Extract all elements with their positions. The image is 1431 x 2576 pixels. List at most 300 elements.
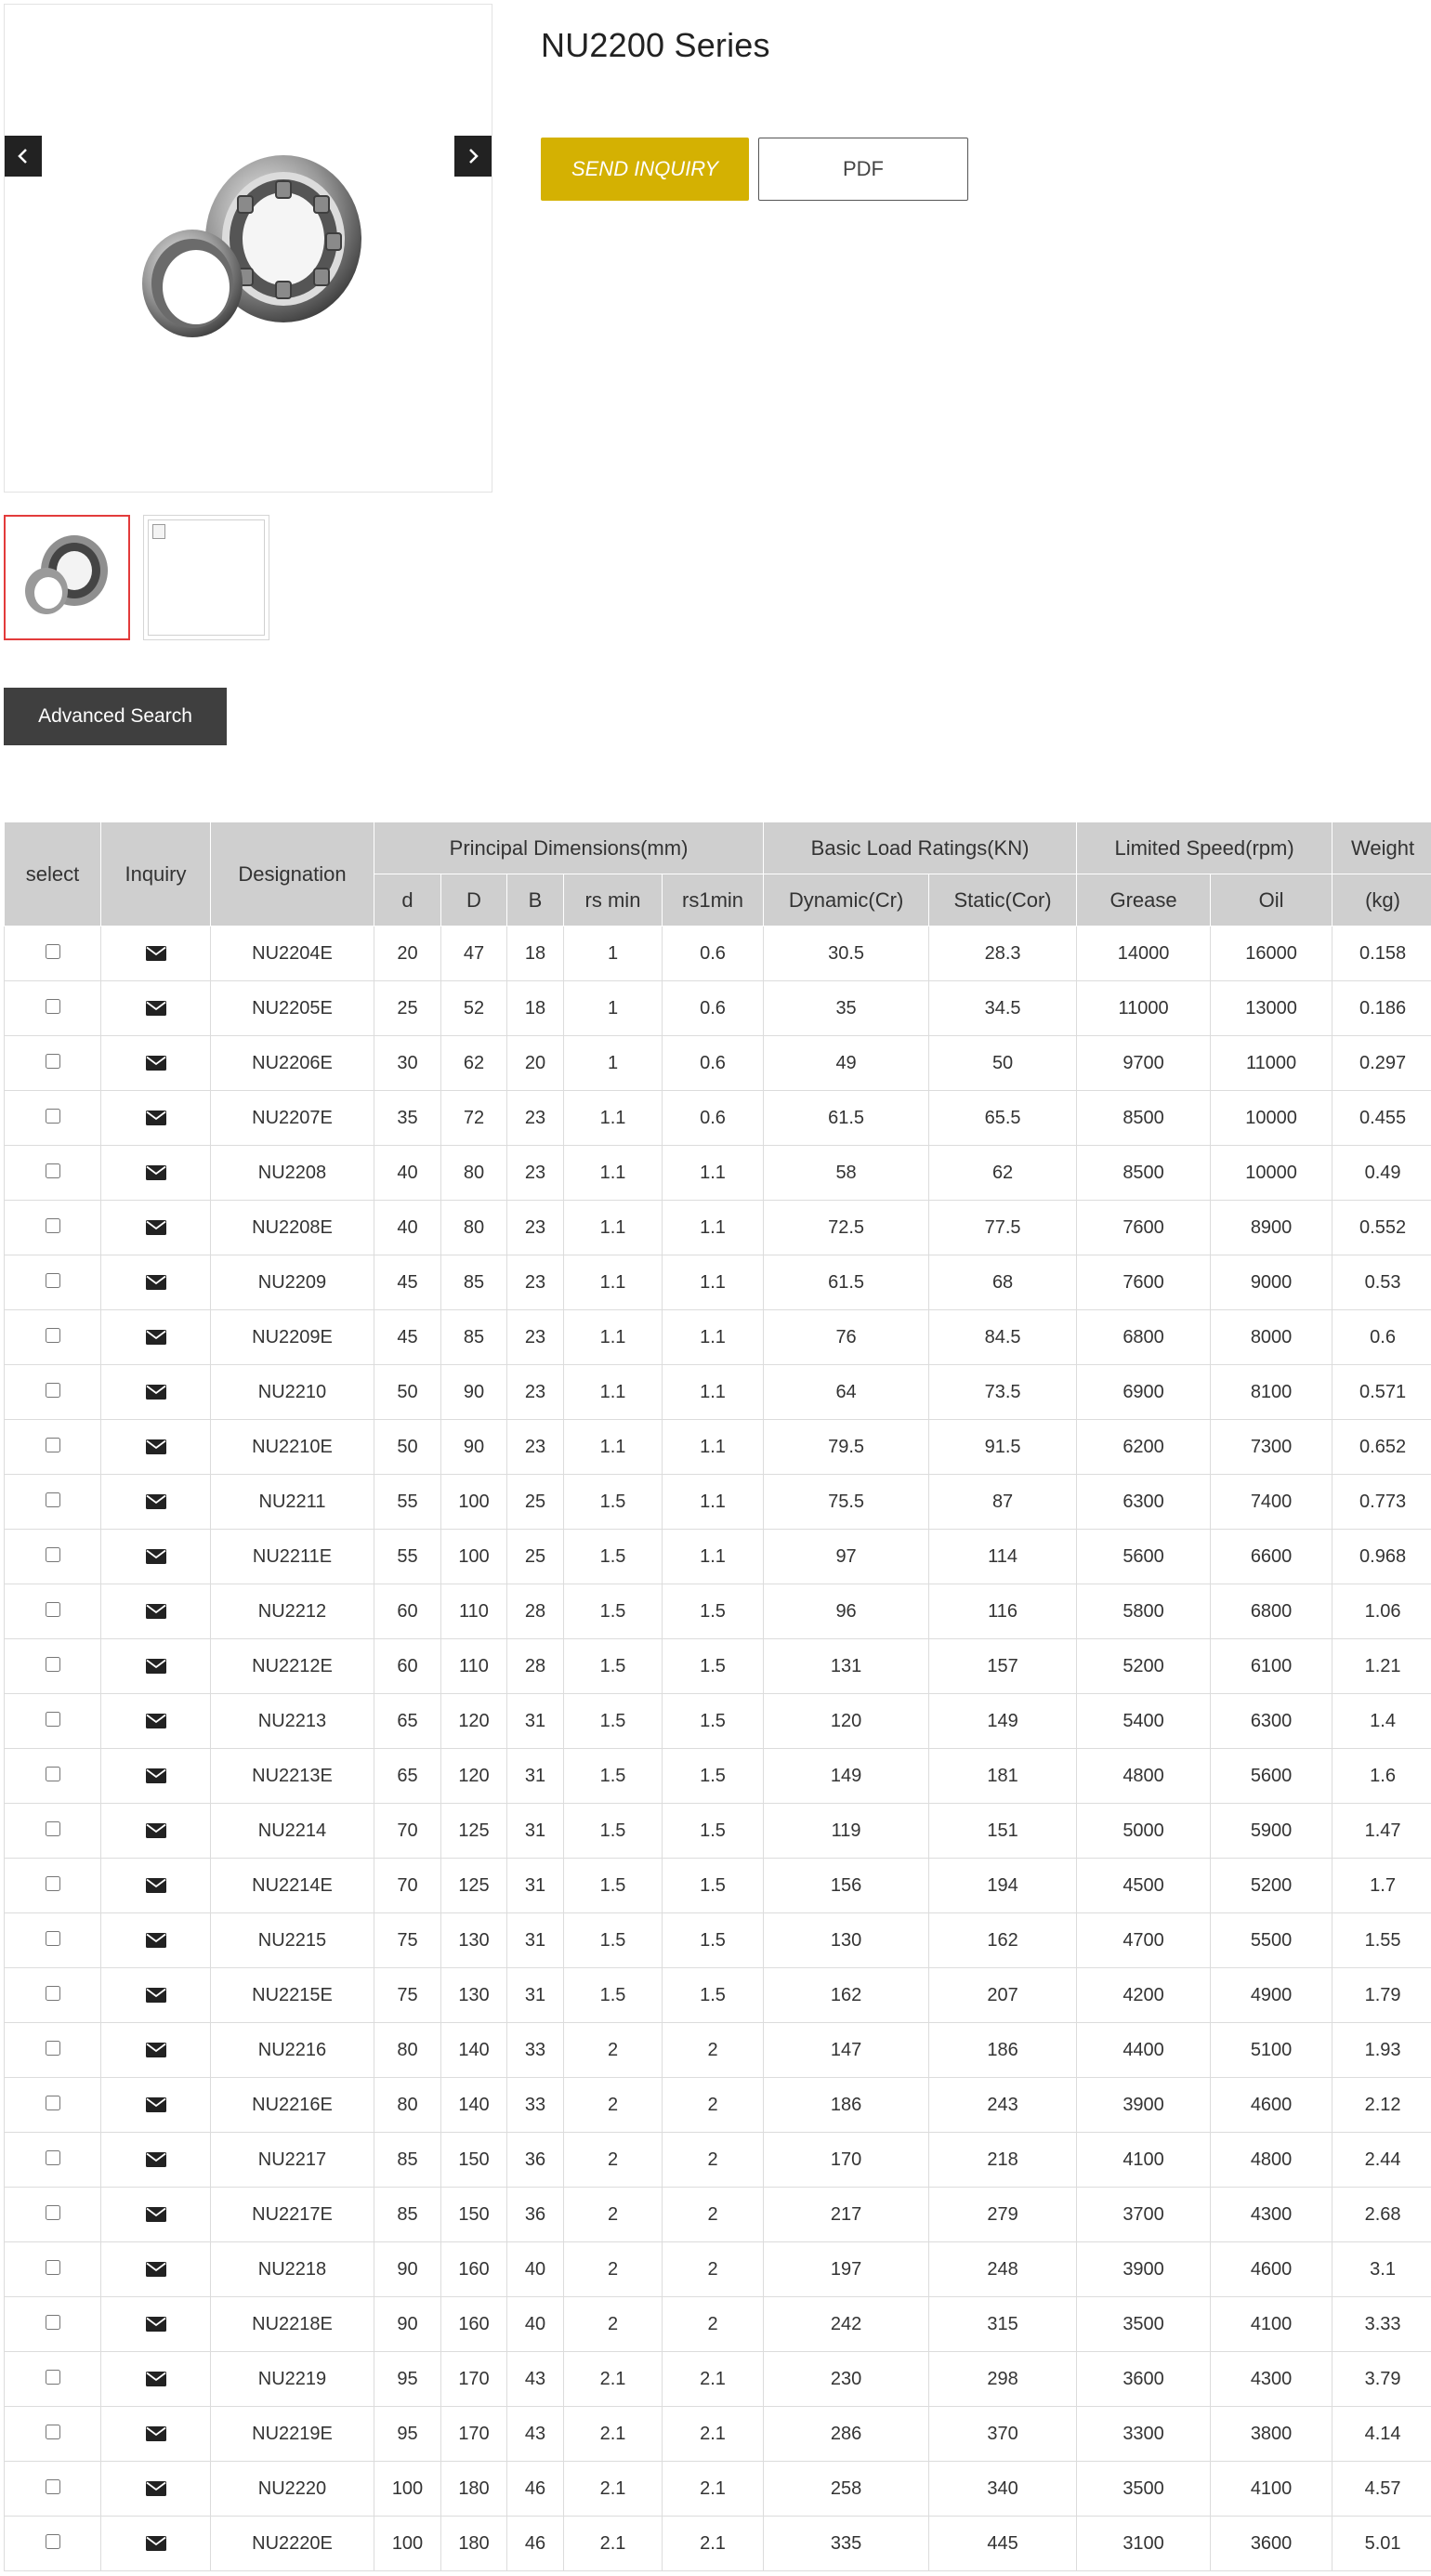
row-select-checkbox[interactable] [46,1383,60,1398]
cell-rs-min: 2.1 [564,2407,663,2462]
cell-oil-speed: 6300 [1211,1694,1333,1749]
cell-B: 43 [507,2407,564,2462]
table-row [5,2242,1431,2297]
envelope-icon[interactable] [146,2152,166,2167]
cell-rs-min: 2 [564,2242,663,2297]
row-select-checkbox[interactable] [46,2425,60,2439]
cell-dynamic-cr: 75.5 [764,1475,929,1530]
cell-designation: NU2218E [211,2297,374,2352]
spec-table-body [5,927,1431,2571]
row-select-checkbox[interactable] [46,1876,60,1891]
bearing-thumbnail-image [6,517,128,638]
header-principal-dimensions: Principal Dimensions(mm) [374,822,764,874]
cell-rs1min: 2 [663,2188,764,2242]
row-select-checkbox[interactable] [46,1492,60,1507]
cell-d: 85 [374,2188,441,2242]
cell-oil-speed: 3600 [1211,2517,1333,2571]
cell-D: 170 [441,2407,507,2462]
select-cell [5,1749,101,1804]
cell-dynamic-cr: 286 [764,2407,929,2462]
table-row [5,1255,1431,1310]
cell-static-cor: 181 [929,1749,1077,1804]
cell-grease-speed: 3600 [1077,2352,1211,2407]
select-cell [5,2023,101,2078]
cell-d: 45 [374,1310,441,1365]
envelope-icon[interactable] [146,2536,166,2551]
cell-static-cor: 315 [929,2297,1077,2352]
envelope-icon[interactable] [146,2207,166,2222]
cell-dynamic-cr: 76 [764,1310,929,1365]
envelope-icon[interactable] [146,1988,166,2003]
cell-d: 60 [374,1639,441,1694]
cell-rs1min: 1.5 [663,1968,764,2023]
cell-rs-min: 1.5 [564,1475,663,1530]
cell-dynamic-cr: 58 [764,1146,929,1201]
row-select-checkbox[interactable] [46,944,60,959]
table-row [5,1365,1431,1420]
row-select-checkbox[interactable] [46,1602,60,1617]
cell-rs1min: 1.1 [663,1255,764,1310]
inquiry-cell [101,1639,211,1694]
inquiry-cell [101,1365,211,1420]
table-row [5,2188,1431,2242]
cell-rs-min: 2 [564,2133,663,2188]
cell-static-cor: 445 [929,2517,1077,2571]
table-row [5,1804,1431,1859]
cell-dynamic-cr: 156 [764,1859,929,1913]
cell-weight-kg: 3.33 [1333,2297,1431,2352]
table-row [5,2133,1431,2188]
envelope-icon[interactable] [146,1933,166,1948]
cell-designation: NU2212 [211,1584,374,1639]
cell-grease-speed: 7600 [1077,1201,1211,1255]
row-select-checkbox[interactable] [46,2315,60,2330]
envelope-icon[interactable] [146,2043,166,2057]
cell-weight-kg: 0.186 [1333,981,1431,1036]
cell-D: 125 [441,1804,507,1859]
product-image-viewer [4,4,492,493]
envelope-icon[interactable] [146,1768,166,1783]
cell-B: 31 [507,1859,564,1913]
row-select-checkbox[interactable] [46,2041,60,2056]
cell-d: 45 [374,1255,441,1310]
cell-B: 40 [507,2297,564,2352]
cell-designation: NU2210 [211,1365,374,1420]
row-select-checkbox[interactable] [46,1163,60,1178]
cell-static-cor: 298 [929,2352,1077,2407]
cell-static-cor: 87 [929,1475,1077,1530]
cell-oil-speed: 6600 [1211,1530,1333,1584]
cell-dynamic-cr: 61.5 [764,1091,929,1146]
envelope-icon[interactable] [146,2262,166,2277]
cell-dynamic-cr: 258 [764,2462,929,2517]
cell-grease-speed: 6200 [1077,1420,1211,1475]
row-select-checkbox[interactable] [46,2260,60,2275]
cell-B: 20 [507,1036,564,1091]
cell-dynamic-cr: 335 [764,2517,929,2571]
table-row [5,1584,1431,1639]
inquiry-cell [101,2407,211,2462]
row-select-checkbox[interactable] [46,1931,60,1946]
cell-grease-speed: 3500 [1077,2462,1211,2517]
gallery-next-button[interactable] [454,136,492,177]
row-select-checkbox[interactable] [46,2479,60,2494]
thumbnail-2[interactable] [143,515,269,640]
envelope-icon[interactable] [146,1659,166,1674]
cell-D: 150 [441,2133,507,2188]
cell-dynamic-cr: 61.5 [764,1255,929,1310]
cell-D: 140 [441,2078,507,2133]
cell-dynamic-cr: 242 [764,2297,929,2352]
cell-designation: NU2204E [211,927,374,981]
cell-grease-speed: 5000 [1077,1804,1211,1859]
cell-B: 31 [507,1804,564,1859]
cell-grease-speed: 5600 [1077,1530,1211,1584]
select-cell [5,1639,101,1694]
cell-B: 23 [507,1146,564,1201]
cell-oil-speed: 8100 [1211,1365,1333,1420]
cell-designation: NU2212E [211,1639,374,1694]
cell-weight-kg: 5.01 [1333,2517,1431,2571]
cell-dynamic-cr: 64 [764,1365,929,1420]
inquiry-cell [101,2352,211,2407]
row-select-checkbox[interactable] [46,2370,60,2385]
cell-D: 52 [441,981,507,1036]
cell-oil-speed: 4600 [1211,2078,1333,2133]
cell-rs1min: 2.1 [663,2517,764,2571]
cell-weight-kg: 0.53 [1333,1255,1431,1310]
cell-oil-speed: 10000 [1211,1091,1333,1146]
cell-B: 23 [507,1365,564,1420]
cell-B: 31 [507,1968,564,2023]
select-cell [5,2517,101,2571]
cell-weight-kg: 0.297 [1333,1036,1431,1091]
cell-D: 90 [441,1420,507,1475]
cell-D: 150 [441,2188,507,2242]
cell-grease-speed: 4800 [1077,1749,1211,1804]
cell-D: 110 [441,1584,507,1639]
select-cell [5,1420,101,1475]
cell-oil-speed: 5100 [1211,2023,1333,2078]
cell-B: 23 [507,1310,564,1365]
select-cell [5,1365,101,1420]
cell-B: 23 [507,1201,564,1255]
cell-grease-speed: 5400 [1077,1694,1211,1749]
cell-weight-kg: 1.6 [1333,1749,1431,1804]
select-cell [5,2352,101,2407]
envelope-icon[interactable] [146,1494,166,1509]
chevron-right-icon [466,147,479,165]
cell-weight-kg: 0.652 [1333,1420,1431,1475]
inquiry-cell [101,2023,211,2078]
inquiry-cell [101,1475,211,1530]
subheader-B: B [507,874,564,927]
cell-D: 72 [441,1091,507,1146]
row-select-checkbox[interactable] [46,1657,60,1672]
row-select-checkbox[interactable] [46,2205,60,2220]
inquiry-cell [101,1310,211,1365]
cell-d: 80 [374,2078,441,2133]
cell-d: 100 [374,2462,441,2517]
cell-weight-kg: 1.79 [1333,1968,1431,2023]
cell-grease-speed: 8500 [1077,1091,1211,1146]
row-select-checkbox[interactable] [46,1109,60,1124]
header-designation: Designation [211,822,374,927]
cell-B: 18 [507,927,564,981]
envelope-icon[interactable] [146,1878,166,1893]
envelope-icon[interactable] [146,1439,166,1454]
cell-dynamic-cr: 120 [764,1694,929,1749]
select-cell [5,1968,101,2023]
inquiry-cell [101,1968,211,2023]
cell-static-cor: 50 [929,1036,1077,1091]
envelope-icon[interactable] [146,1714,166,1728]
cell-grease-speed: 6300 [1077,1475,1211,1530]
cell-grease-speed: 4200 [1077,1968,1211,2023]
cell-rs-min: 1.1 [564,1201,663,1255]
cell-rs-min: 1.5 [564,1530,663,1584]
cell-oil-speed: 4800 [1211,2133,1333,2188]
row-select-checkbox[interactable] [46,1821,60,1836]
cell-d: 90 [374,2242,441,2297]
envelope-icon[interactable] [146,1549,166,1564]
cell-designation: NU2215 [211,1913,374,1968]
cell-d: 70 [374,1859,441,1913]
cell-designation: NU2208E [211,1201,374,1255]
cell-grease-speed: 3900 [1077,2242,1211,2297]
envelope-icon[interactable] [146,1001,166,1016]
row-select-checkbox[interactable] [46,1218,60,1233]
envelope-icon[interactable] [146,1056,166,1071]
table-row [5,2297,1431,2352]
cell-weight-kg: 0.968 [1333,1530,1431,1584]
cell-grease-speed: 3300 [1077,2407,1211,2462]
table-row [5,2078,1431,2133]
cell-designation: NU2217 [211,2133,374,2188]
cell-oil-speed: 13000 [1211,981,1333,1036]
cell-D: 130 [441,1913,507,1968]
cell-D: 100 [441,1475,507,1530]
envelope-icon[interactable] [146,2426,166,2441]
cell-rs1min: 0.6 [663,981,764,1036]
row-select-checkbox[interactable] [46,1273,60,1288]
select-cell [5,2297,101,2352]
cell-rs1min: 2 [663,2023,764,2078]
row-select-checkbox[interactable] [46,1712,60,1727]
send-inquiry-button[interactable]: SEND INQUIRY [541,138,749,201]
inquiry-cell [101,2517,211,2571]
cell-rs-min: 1.5 [564,1694,663,1749]
select-cell [5,2242,101,2297]
select-cell [5,1859,101,1913]
cell-dynamic-cr: 131 [764,1639,929,1694]
cell-designation: NU2209E [211,1310,374,1365]
envelope-icon[interactable] [146,1330,166,1345]
cell-B: 46 [507,2462,564,2517]
select-cell [5,1584,101,1639]
envelope-icon[interactable] [146,1823,166,1838]
cell-oil-speed: 4100 [1211,2462,1333,2517]
cell-oil-speed: 7400 [1211,1475,1333,1530]
cell-grease-speed: 3900 [1077,2078,1211,2133]
cell-static-cor: 194 [929,1859,1077,1913]
cell-d: 50 [374,1365,441,1420]
cell-B: 33 [507,2078,564,2133]
cell-rs-min: 2.1 [564,2352,663,2407]
inquiry-cell [101,981,211,1036]
cell-d: 100 [374,2517,441,2571]
select-cell [5,927,101,981]
cell-B: 36 [507,2133,564,2188]
subheader-dynamic: Dynamic(Cr) [764,874,929,927]
inquiry-cell [101,1694,211,1749]
cell-dynamic-cr: 49 [764,1036,929,1091]
inquiry-cell [101,2462,211,2517]
envelope-icon[interactable] [146,2481,166,2496]
cell-rs1min: 1.1 [663,1475,764,1530]
cell-designation: NU2211E [211,1530,374,1584]
cell-d: 20 [374,927,441,981]
cell-rs1min: 1.5 [663,1859,764,1913]
select-cell [5,1146,101,1201]
row-select-checkbox[interactable] [46,1328,60,1343]
cell-oil-speed: 7300 [1211,1420,1333,1475]
cell-grease-speed: 4700 [1077,1913,1211,1968]
row-select-checkbox[interactable] [46,2150,60,2165]
cell-static-cor: 62 [929,1146,1077,1201]
row-select-checkbox[interactable] [46,1054,60,1069]
cell-d: 40 [374,1201,441,1255]
cell-rs-min: 1 [564,981,663,1036]
cell-designation: NU2216E [211,2078,374,2133]
envelope-icon[interactable] [146,1275,166,1290]
cell-dynamic-cr: 162 [764,1968,929,2023]
cell-oil-speed: 5900 [1211,1804,1333,1859]
cell-static-cor: 151 [929,1804,1077,1859]
row-select-checkbox[interactable] [46,1547,60,1562]
select-cell [5,1201,101,1255]
cell-weight-kg: 1.93 [1333,2023,1431,2078]
table-row [5,2352,1431,2407]
cell-B: 36 [507,2188,564,2242]
inquiry-cell [101,1913,211,1968]
cell-rs-min: 1.5 [564,1968,663,2023]
cell-static-cor: 114 [929,1530,1077,1584]
broken-image-icon [152,524,165,539]
envelope-icon[interactable] [146,1165,166,1180]
cell-rs-min: 1 [564,927,663,981]
table-row [5,1036,1431,1091]
select-cell [5,1475,101,1530]
cell-oil-speed: 6100 [1211,1639,1333,1694]
cell-static-cor: 34.5 [929,981,1077,1036]
envelope-icon[interactable] [146,946,166,961]
thumbnail-1[interactable] [4,515,130,640]
cell-rs-min: 2 [564,2023,663,2078]
envelope-icon[interactable] [146,2317,166,2332]
cell-static-cor: 157 [929,1639,1077,1694]
table-row [5,1639,1431,1694]
select-cell [5,1036,101,1091]
pdf-button[interactable]: PDF [758,138,968,201]
inquiry-cell [101,1201,211,1255]
cell-rs-min: 1.5 [564,1913,663,1968]
advanced-search-button[interactable]: Advanced Search [4,688,227,745]
cell-rs-min: 1.1 [564,1310,663,1365]
row-select-checkbox[interactable] [46,1767,60,1781]
cell-rs1min: 1.1 [663,1365,764,1420]
cell-oil-speed: 3800 [1211,2407,1333,2462]
cell-designation: NU2206E [211,1036,374,1091]
cell-static-cor: 73.5 [929,1365,1077,1420]
envelope-icon[interactable] [146,1111,166,1125]
cell-grease-speed: 3700 [1077,2188,1211,2242]
cell-oil-speed: 4300 [1211,2188,1333,2242]
inquiry-cell [101,1804,211,1859]
row-select-checkbox[interactable] [46,1986,60,2001]
cell-designation: NU2217E [211,2188,374,2242]
cell-designation: NU2220E [211,2517,374,2571]
table-row [5,2462,1431,2517]
cell-B: 25 [507,1530,564,1584]
cell-designation: NU2211 [211,1475,374,1530]
cell-designation: NU2210E [211,1420,374,1475]
select-cell [5,1530,101,1584]
cell-rs-min: 1.1 [564,1255,663,1310]
envelope-icon[interactable] [146,1604,166,1619]
cell-rs1min: 0.6 [663,1091,764,1146]
cell-D: 180 [441,2517,507,2571]
table-row [5,2517,1431,2571]
cell-d: 35 [374,1091,441,1146]
row-select-checkbox[interactable] [46,999,60,1014]
gallery-prev-button[interactable] [5,136,42,177]
inquiry-cell [101,2133,211,2188]
row-select-checkbox[interactable] [46,1438,60,1452]
row-select-checkbox[interactable] [46,2534,60,2549]
cell-rs1min: 1.5 [663,1913,764,1968]
cell-static-cor: 279 [929,2188,1077,2242]
select-cell [5,2133,101,2188]
cell-B: 28 [507,1639,564,1694]
cell-d: 85 [374,2133,441,2188]
subheader-rs1min: rs1min [663,874,764,927]
cell-D: 140 [441,2023,507,2078]
table-row [5,1201,1431,1255]
cell-grease-speed: 9700 [1077,1036,1211,1091]
table-row [5,2407,1431,2462]
cell-static-cor: 340 [929,2462,1077,2517]
envelope-icon[interactable] [146,1385,166,1400]
cell-designation: NU2214E [211,1859,374,1913]
select-cell [5,1310,101,1365]
cell-weight-kg: 0.773 [1333,1475,1431,1530]
envelope-icon[interactable] [146,1220,166,1235]
cell-dynamic-cr: 119 [764,1804,929,1859]
envelope-icon[interactable] [146,2372,166,2386]
cell-d: 75 [374,1968,441,2023]
envelope-icon[interactable] [146,2097,166,2112]
row-select-checkbox[interactable] [46,2096,60,2110]
cell-d: 65 [374,1749,441,1804]
cell-weight-kg: 2.44 [1333,2133,1431,2188]
inquiry-cell [101,1146,211,1201]
cell-d: 70 [374,1804,441,1859]
cell-rs-min: 2.1 [564,2462,663,2517]
cell-B: 43 [507,2352,564,2407]
cell-dynamic-cr: 149 [764,1749,929,1804]
select-cell [5,1255,101,1310]
